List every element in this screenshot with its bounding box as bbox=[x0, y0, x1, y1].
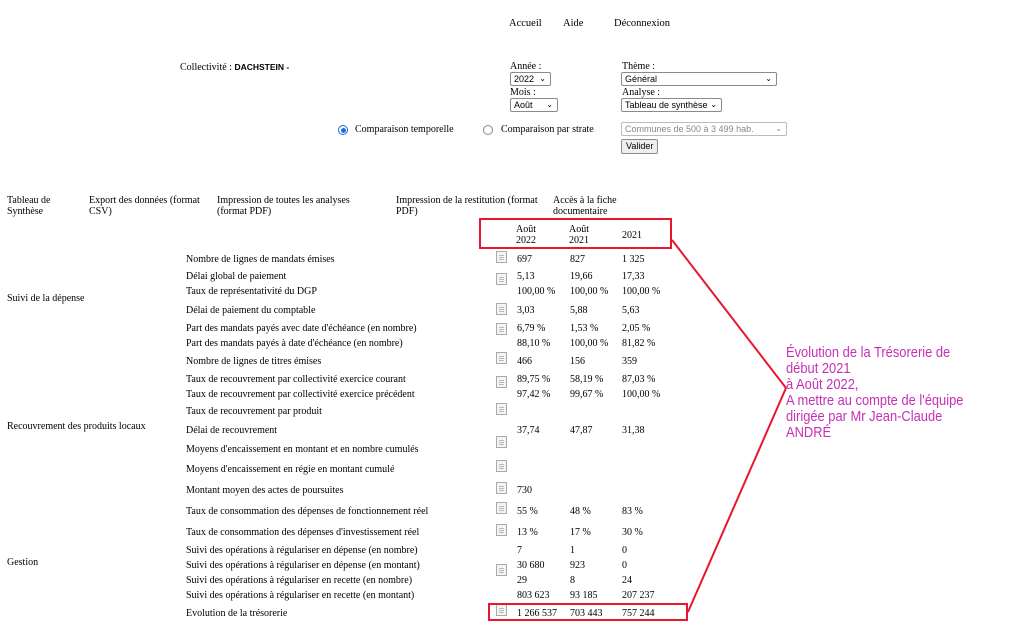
valider-button[interactable]: Valider bbox=[621, 139, 658, 154]
row-label: Taux de consommation des dépenses de fonctionnement réel bbox=[186, 506, 429, 517]
row-value-v3: 81,82 % bbox=[622, 338, 656, 349]
connector-line-bottom bbox=[688, 388, 786, 612]
row-value-v3: 31,38 bbox=[622, 425, 645, 436]
row-label: Part des mandats payés avec date d'échéance (en nombre) bbox=[186, 323, 417, 334]
chevron-down-icon: ⌄ bbox=[710, 100, 717, 109]
row-value-v2: 58,19 % bbox=[570, 374, 604, 385]
annotation-line-1: Évolution de la Trésorerie de début 2021 bbox=[786, 344, 951, 377]
row-value-v2: 5,88 bbox=[570, 305, 588, 316]
row-value-v1: 730 bbox=[517, 485, 532, 496]
strate-select-value: Communes de 500 à 3 499 hab. bbox=[625, 124, 754, 134]
row-label: Moyens d'encaissement en régie en montant cumulé bbox=[186, 464, 395, 475]
row-value-v3: 30 % bbox=[622, 527, 643, 538]
row-value-v3: 2,05 % bbox=[622, 323, 651, 334]
row-value-v2: 100,00 % bbox=[570, 338, 609, 349]
analyse-label: Analyse : bbox=[622, 87, 661, 98]
collectivite-label: Collectivité : bbox=[180, 62, 232, 73]
row-value-v1: 37,74 bbox=[517, 425, 540, 436]
row-value-v3: 24 bbox=[622, 575, 632, 586]
row-value-v1: 97,42 % bbox=[517, 389, 551, 400]
row-value-v3: 100,00 % bbox=[622, 286, 661, 297]
row-value-v1: 6,79 % bbox=[517, 323, 546, 334]
mois-label: Mois : bbox=[510, 87, 536, 98]
row-value-v1: 7 bbox=[517, 545, 522, 556]
row-value-v2: 8 bbox=[570, 575, 575, 586]
row-label: Evolution de la trésorerie bbox=[186, 608, 288, 619]
row-value-v1: 55 % bbox=[517, 506, 538, 517]
comparaison-temporelle-label: Comparaison temporelle bbox=[355, 124, 454, 135]
row-value-v3: 0 bbox=[622, 560, 627, 571]
row-label: Nombre de lignes de titres émises bbox=[186, 356, 322, 367]
chevron-down-icon: ⌄ bbox=[765, 74, 772, 83]
row-label: Délai de recouvrement bbox=[186, 425, 278, 436]
row-value-v1: 5,13 bbox=[517, 271, 535, 282]
row-value-v3: 1 325 bbox=[622, 254, 645, 265]
row-value-v2: 1 bbox=[570, 545, 575, 556]
row-value-v1: 88,10 % bbox=[517, 338, 551, 349]
annotation-line-2: à Août 2022, bbox=[786, 376, 859, 393]
row-value-v1: 100,00 % bbox=[517, 286, 556, 297]
row-value-v1: 697 bbox=[517, 254, 532, 265]
row-label: Moyens d'encaissement en montant et en nombre cumulés bbox=[186, 444, 419, 455]
chevron-down-icon: ⌄ bbox=[539, 74, 546, 83]
row-value-v2: 48 % bbox=[570, 506, 591, 517]
chevron-down-icon: ⌄ bbox=[546, 100, 553, 109]
row-value-v2: 19,66 bbox=[570, 271, 593, 282]
tableau-synthese-link[interactable]: Tableau de Synthèse bbox=[7, 195, 51, 217]
row-label: Nombre de lignes de mandats émises bbox=[186, 254, 335, 265]
row-label: Suivi des opérations à régulariser en recette (en nombre) bbox=[186, 575, 413, 586]
row-value-v1: 29 bbox=[517, 575, 527, 586]
column-header-3: 2021 bbox=[622, 230, 642, 241]
row-value-v1: 30 680 bbox=[517, 560, 545, 571]
annotation-line-4: dirigée par Mr Jean-Claude ANDRÉ bbox=[786, 408, 943, 441]
row-value-v3: 0 bbox=[622, 545, 627, 556]
row-value-v2: 827 bbox=[570, 254, 585, 265]
row-value-v3: 87,03 % bbox=[622, 374, 656, 385]
section-suivi-depense: Suivi de la dépense bbox=[7, 293, 85, 304]
row-value-v2: 100,00 % bbox=[570, 286, 609, 297]
row-value-v2: 99,67 % bbox=[570, 389, 604, 400]
row-value-v1: 89,75 % bbox=[517, 374, 551, 385]
row-value-v1: 803 623 bbox=[517, 590, 550, 601]
row-label: Taux de représentativité du DGP bbox=[186, 286, 317, 297]
row-value-v1: 1 266 537 bbox=[517, 608, 557, 619]
annotation-line-3: A mettre au compte de l'équipe bbox=[786, 392, 964, 409]
section-gestion: Gestion bbox=[7, 557, 39, 568]
row-value-v2: 923 bbox=[570, 560, 585, 571]
collectivite-name: DACHSTEIN - bbox=[234, 62, 290, 72]
row-value-v1: 3,03 bbox=[517, 305, 535, 316]
row-value-v3: 207 237 bbox=[622, 590, 655, 601]
connector-line-top bbox=[672, 240, 786, 388]
section-recouvrement: Recouvrement des produits locaux bbox=[7, 421, 146, 432]
annee-select-value: 2022 bbox=[514, 74, 535, 84]
row-value-v2: 47,87 bbox=[570, 425, 593, 436]
row-label: Taux de recouvrement par collectivité exercice précédent bbox=[186, 389, 415, 400]
annee-label: Année : bbox=[510, 61, 542, 72]
row-label: Part des mandats payés à date d'échéance (en nombre) bbox=[186, 338, 403, 349]
row-label: Taux de consommation des dépenses d'investissement réel bbox=[186, 527, 420, 538]
comparaison-strate-label: Comparaison par strate bbox=[501, 124, 594, 135]
export-csv-link[interactable]: Export des données (format CSV) bbox=[89, 195, 200, 217]
analyse-select-value: Tableau de synthèse bbox=[625, 100, 708, 110]
row-value-v3: 83 % bbox=[622, 506, 643, 517]
row-label: Délai de paiement du comptable bbox=[186, 305, 316, 316]
row-label: Suivi des opérations à régulariser en dépense (en montant) bbox=[186, 560, 420, 571]
row-value-v2: 93 185 bbox=[570, 590, 598, 601]
nav-help-link[interactable]: Aide bbox=[563, 18, 584, 29]
fiche-documentaire-link[interactable]: Accès à la fiche documentaire bbox=[553, 195, 617, 217]
row-value-v3: 17,33 bbox=[622, 271, 645, 282]
row-label: Montant moyen des actes de poursuites bbox=[186, 485, 344, 496]
print-restitution-link[interactable]: Impression de la restitution (format PDF) bbox=[396, 195, 538, 217]
row-value-v2: 1,53 % bbox=[570, 323, 599, 334]
chevron-down-icon: ⌄ bbox=[775, 124, 782, 133]
nav-home-link[interactable]: Accueil bbox=[509, 18, 542, 29]
row-value-v3: 359 bbox=[622, 356, 637, 367]
row-value-v2: 156 bbox=[570, 356, 585, 367]
row-value-v3: 5,63 bbox=[622, 305, 640, 316]
row-label: Délai global de paiement bbox=[186, 271, 287, 282]
row-value-v2: 17 % bbox=[570, 527, 591, 538]
row-label: Taux de recouvrement par produit bbox=[186, 406, 322, 417]
row-label: Suivi des opérations à régulariser en dépense (en nombre) bbox=[186, 545, 418, 556]
nav-logout-link[interactable]: Déconnexion bbox=[614, 18, 670, 29]
row-value-v3: 757 244 bbox=[622, 608, 655, 619]
print-all-analyses-link[interactable]: Impression de toutes les analyses (format PDF) bbox=[217, 195, 350, 217]
row-label: Taux de recouvrement par collectivité exercice courant bbox=[186, 374, 406, 385]
mois-select-value: Août bbox=[514, 100, 533, 110]
row-value-v3: 100,00 % bbox=[622, 389, 661, 400]
theme-label: Thème : bbox=[622, 61, 656, 72]
row-value-v1: 13 % bbox=[517, 527, 538, 538]
annotation-text bbox=[786, 345, 984, 441]
row-value-v1: 466 bbox=[517, 356, 532, 367]
theme-select-value: Général bbox=[625, 74, 658, 84]
row-value-v2: 703 443 bbox=[570, 608, 603, 619]
column-header-1: Août 2022 bbox=[516, 224, 536, 246]
row-label: Suivi des opérations à régulariser en recette (en montant) bbox=[186, 590, 415, 601]
column-header-2: Août 2021 bbox=[569, 224, 589, 246]
